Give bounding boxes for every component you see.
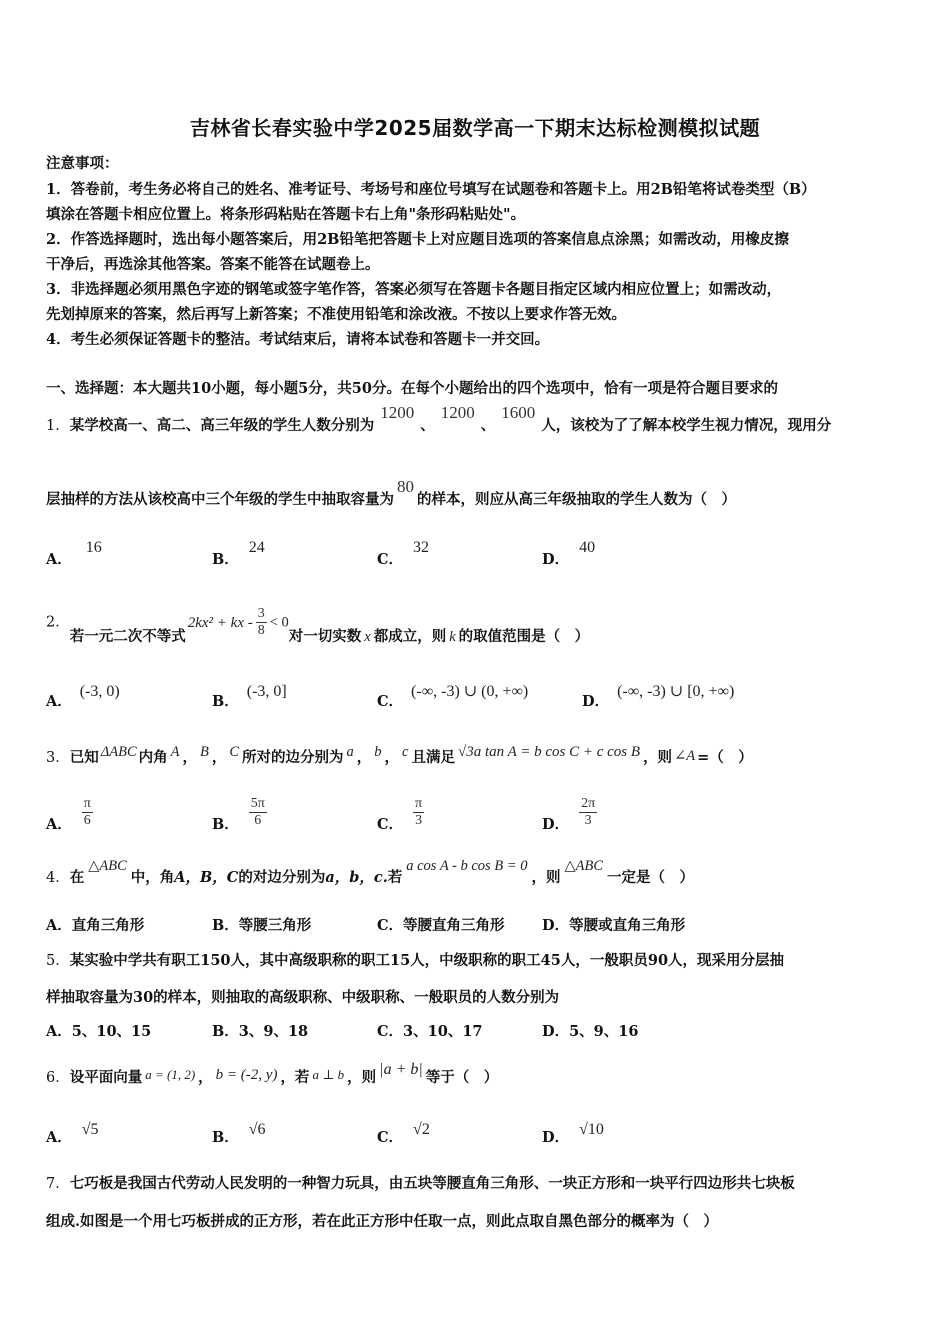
option-b[interactable]	[212, 1121, 266, 1147]
option-a[interactable]	[46, 539, 102, 569]
option-label: D．	[542, 917, 570, 934]
question-text: 的取值范围是（ ）	[458, 627, 590, 645]
section-heading: 一、选择题：本大题共10小题，每小题5分，共50分。在每个小题给出的四个选项中，恰有一项是符合题目要求的	[46, 380, 778, 397]
question-text: 若	[387, 869, 403, 886]
option-value: 等腰三角形	[238, 917, 312, 934]
question-text: 所对的边分别为	[242, 749, 344, 766]
option-d[interactable]	[542, 539, 596, 569]
side: c	[402, 744, 409, 760]
triangle: ΔABC	[100, 744, 137, 760]
option-c[interactable]	[377, 539, 430, 569]
question-4	[46, 858, 695, 887]
denominator: 3	[584, 813, 592, 828]
question-text: 某实验中学共有职工150人，其中高级职称的职工15人，中级职称的职工45人，一般职员90人，现采用分层抽	[69, 952, 785, 969]
option-label: A．	[46, 551, 72, 568]
question-number: 3．	[46, 750, 70, 766]
fraction	[249, 796, 267, 829]
option-d[interactable]	[542, 1020, 638, 1041]
question-number: 1．	[46, 418, 70, 434]
question-text: 对一切实数	[288, 627, 362, 645]
angle: C	[229, 744, 240, 760]
question-3	[46, 746, 753, 767]
option-label: C．	[377, 1023, 404, 1040]
notice-line-4: 干净后，再选涂其他答案。答案不能答在试题卷上。	[46, 256, 380, 273]
angle: A	[170, 744, 180, 760]
question-text: 已知	[69, 749, 99, 766]
inequality-sign: < 0	[269, 614, 289, 631]
question-5-line-1	[46, 949, 784, 970]
inequality: 2kx² + kx -	[187, 614, 253, 631]
notice-line-1: 1．答卷前，考生务必将自己的姓名、准考证号、考场号和座位号填写在试题卷和答题卡上。用2B铅笔将试卷类型（B）	[46, 181, 816, 198]
option-value: 24	[248, 539, 265, 556]
question-number: 4．	[46, 870, 70, 886]
numerator: π	[83, 796, 91, 811]
separator: ，	[356, 749, 372, 766]
question-text: ，则	[643, 749, 673, 766]
separator: ，	[384, 749, 400, 766]
option-b[interactable]	[212, 1020, 308, 1041]
option-value: 直角三角形	[71, 917, 145, 934]
option-value: 32	[413, 539, 430, 556]
option-d[interactable]	[582, 683, 735, 711]
separator: 、	[420, 417, 435, 434]
option-label: A．	[46, 1023, 72, 1040]
option-c[interactable]	[377, 683, 529, 711]
notice-heading: 注意事项：	[46, 155, 119, 172]
option-c[interactable]	[377, 914, 505, 935]
option-value: 16	[85, 539, 102, 556]
question-text: 在	[69, 869, 85, 886]
perpendicular: a ⊥ b	[312, 1067, 345, 1082]
option-value: 5、10、15	[71, 1023, 152, 1040]
option-label: B．	[212, 815, 239, 833]
question-text: =（ ）	[697, 749, 753, 766]
magnitude: |a + b|	[379, 1061, 423, 1078]
option-value: (-∞, -3) ∪ [0, +∞)	[617, 683, 735, 700]
fraction	[579, 796, 597, 829]
option-label: D．	[542, 551, 570, 568]
question-text: 的对边分别为	[238, 869, 326, 886]
option-label: D．	[542, 1023, 570, 1040]
option-value: 5、9、16	[569, 1023, 639, 1040]
question-text: 等于（ ）	[425, 1069, 499, 1086]
option-b[interactable]	[212, 539, 265, 569]
option-label: C．	[377, 693, 404, 710]
separator: 、	[480, 417, 496, 434]
question-text: 一定是（ ）	[607, 869, 695, 886]
option-label: A．	[46, 1129, 72, 1146]
option-value: √10	[579, 1121, 604, 1138]
option-label: D．	[582, 693, 610, 710]
option-value: √2	[413, 1121, 430, 1138]
option-label: A．	[46, 693, 72, 710]
page-title: 吉林省长春实验中学2025届数学高一下期末达标检测模拟试题	[189, 116, 761, 140]
option-c[interactable]	[377, 1121, 430, 1147]
question-text: 内角	[138, 749, 168, 766]
option-a[interactable]	[46, 1121, 99, 1147]
option-label: B．	[212, 551, 239, 568]
option-value: 等腰直角三角形	[403, 917, 505, 934]
option-value: √6	[248, 1121, 266, 1138]
option-c[interactable]	[377, 1020, 483, 1041]
option-a[interactable]	[46, 914, 144, 935]
question-7-line-1	[46, 1172, 795, 1193]
notice-line-6: 先划掉原来的答案，然后再写上新答案；不准使用铅笔和涂改液。不按以上要求作答无效。	[46, 306, 626, 323]
question-text: 某学校高一、高二、高三年级的学生人数分别为	[69, 417, 375, 434]
question-6	[46, 1061, 499, 1087]
denominator: 6	[83, 813, 91, 828]
question-number: 6．	[46, 1070, 70, 1086]
side: b	[374, 744, 382, 760]
option-value: (-3, 0]	[246, 683, 287, 700]
variable: x	[364, 628, 371, 645]
fraction	[256, 606, 267, 639]
option-value: 3、9、18	[238, 1023, 309, 1040]
angle-a: ∠A	[674, 748, 696, 764]
question-text: 七巧板是我国古代劳动人民发明的一种智力玩具，由五块等腰直角三角形、一块正方形和一块平行四边形共七块板	[69, 1175, 795, 1192]
option-value: 等腰或直角三角形	[569, 917, 686, 934]
separator: ，	[198, 1069, 213, 1086]
notice-line-2: 填涂在答题卡相应位置上。将条形码粘贴在答题卡右上角"条形码粘贴处"。	[46, 206, 526, 223]
option-label: C．	[377, 1129, 404, 1146]
question-5-line-2: 样抽取容量为30的样本，则抽取的高级职称、中级职称、一般职员的人数分别为	[46, 989, 560, 1006]
angle: B	[200, 744, 209, 760]
option-value: (-3, 0)	[79, 683, 120, 700]
option-a[interactable]	[46, 683, 120, 711]
numerator: 5π	[250, 796, 265, 811]
side: a	[346, 744, 354, 760]
equation: √3a tan A = b cos C + c cos B	[457, 744, 641, 760]
option-value: (-∞, -3) ∪ (0, +∞)	[411, 683, 529, 700]
option-label: A．	[46, 917, 72, 934]
question-text: a，b，c.	[325, 869, 388, 886]
option-d[interactable]	[542, 1121, 604, 1147]
vector-a: a = (1, 2)	[145, 1067, 196, 1082]
value: 80	[397, 477, 414, 496]
option-label: B．	[212, 1023, 239, 1040]
separator: ，	[182, 749, 197, 766]
question-text: 且满足	[411, 749, 455, 766]
option-label: A．	[46, 815, 72, 833]
question-number: 7．	[46, 1176, 70, 1192]
option-a[interactable]	[46, 1020, 151, 1041]
triangle: △ABC	[88, 858, 127, 874]
question-text: 人，该校为了了解本校学生视力情况，现用分	[541, 417, 832, 434]
value: 1200	[440, 403, 475, 422]
fraction	[413, 796, 424, 829]
question-7-line-2: 组成.如图是一个用七巧板拼成的正方形，若在此正方形中任取一点，则此点取自黑色部分的概率为（ ）	[46, 1213, 719, 1230]
question-number: 2．	[46, 614, 70, 631]
option-label: D．	[542, 815, 570, 833]
question-text: ，则	[347, 1069, 377, 1086]
option-b[interactable]	[212, 796, 270, 833]
equation: a cos A - b cos B = 0	[406, 858, 528, 874]
question-text: A，B，C	[174, 869, 239, 886]
option-label: C．	[377, 815, 404, 833]
triangle: △ABC	[564, 858, 604, 874]
question-text: 都成立，则	[373, 627, 447, 645]
numerator: 2π	[581, 796, 596, 811]
variable: k	[449, 628, 456, 645]
separator: ，	[211, 749, 227, 766]
question-text: ，则	[531, 869, 561, 886]
option-a[interactable]	[46, 796, 96, 833]
question-text: 若一元二次不等式	[69, 627, 186, 645]
notice-line-5: 3．非选择题必须用黑色字迹的钢笔或签字笔作答，答案必须写在答题卡各题目指定区域内相应位置上；如需改动，	[46, 281, 782, 298]
fraction	[82, 796, 93, 829]
option-b[interactable]	[212, 683, 287, 711]
denominator: 3	[415, 813, 423, 828]
vector-b: b = (-2, y)	[215, 1067, 278, 1083]
question-1-line-2	[46, 477, 736, 509]
option-label: B．	[212, 693, 239, 710]
question-text: 中，角	[130, 869, 175, 886]
option-value: 40	[579, 539, 596, 556]
notice-line-3: 2．作答选择题时，选出每小题答案后，用2B铅笔把答题卡上对应题目选项的答案信息点涂黑；如需改动，用橡皮擦	[46, 231, 789, 248]
option-label: C．	[377, 917, 404, 934]
option-label: D．	[542, 1129, 570, 1146]
question-text: 层抽样的方法从该校高中三个年级的学生中抽取容量为	[46, 491, 394, 508]
option-b[interactable]	[212, 914, 311, 935]
denominator: 6	[254, 813, 262, 828]
numerator: 3	[257, 606, 265, 621]
option-value: 3、10、17	[403, 1023, 483, 1040]
numerator: π	[415, 796, 423, 811]
option-label: B．	[212, 917, 239, 934]
option-d[interactable]	[542, 796, 600, 833]
option-d[interactable]	[542, 914, 685, 935]
question-text: 的样本，则应从高三年级抽取的学生人数为（ ）	[417, 491, 736, 508]
option-label: C．	[377, 551, 404, 568]
notice-line-7: 4．考生必须保证答题卡的整洁。考试结束后，请将本试卷和答题卡一并交回。	[46, 331, 550, 348]
question-1-line-1	[46, 403, 832, 435]
question-2	[46, 606, 590, 645]
value: 1200	[380, 403, 415, 422]
value: 1600	[501, 403, 536, 422]
question-text: ，若	[280, 1069, 310, 1086]
option-c[interactable]	[377, 796, 427, 833]
question-number: 5．	[46, 953, 70, 969]
option-label: B．	[212, 1129, 239, 1146]
question-text: 设平面向量	[69, 1069, 143, 1086]
denominator: 8	[257, 623, 265, 638]
option-value: √5	[81, 1121, 99, 1138]
